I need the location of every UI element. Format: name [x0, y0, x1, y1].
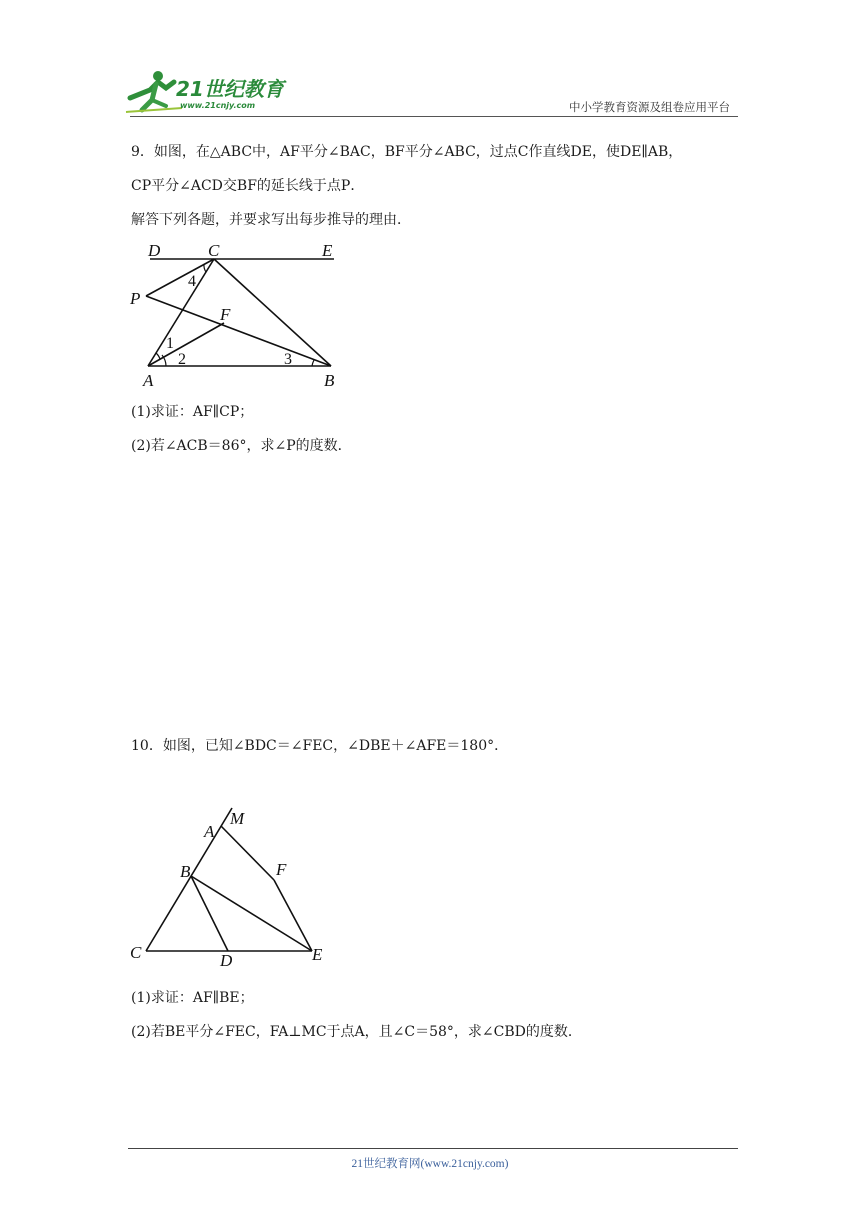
q9-instruction: 解答下列各题，并要求写出每步推导的理由．	[131, 212, 411, 228]
q9-line2: CP平分∠ACD交BF的延长线于点P．	[131, 178, 365, 194]
label-f: F	[276, 860, 287, 879]
angle-arc-4	[204, 264, 206, 272]
label-d: D	[148, 241, 161, 260]
angle-label-3: 3	[284, 351, 292, 368]
label-p: P	[130, 289, 141, 308]
segment-af	[221, 826, 274, 880]
label-b: B	[324, 371, 335, 390]
header-divider	[130, 116, 738, 117]
q10-part1: (1)求证：AF∥BE；	[131, 990, 254, 1006]
label-b: B	[180, 862, 191, 881]
label-a: A	[204, 822, 215, 841]
angle-label-1: 1	[166, 335, 174, 352]
angle-arc-1	[156, 353, 160, 359]
angle-arc-3	[312, 360, 314, 366]
q10-part2: (2)若BE平分∠FEC，FA⊥MC于点A，且∠C＝58°，求∠CBD的度数．	[131, 1024, 582, 1040]
site-logo	[122, 68, 292, 116]
segment-ac	[148, 259, 214, 366]
label-c: C	[130, 943, 142, 962]
q9-figure	[126, 236, 356, 392]
label-f: F	[220, 305, 231, 324]
label-a: A	[143, 371, 154, 390]
footer-divider	[128, 1148, 738, 1149]
footer-link[interactable]: 21世纪教育网(www.21cnjy.com)	[351, 1158, 509, 1170]
platform-title: 中小学教育资源及组卷应用平台	[569, 100, 730, 114]
label-c: C	[208, 241, 220, 260]
segment-af	[148, 323, 224, 366]
label-m: M	[230, 809, 245, 828]
segment-fe	[274, 880, 312, 951]
logo-url: www.21cnjy.com	[180, 101, 256, 110]
angle-label-2: 2	[178, 351, 186, 368]
q10-line1: 10．如图，已知∠BDC＝∠FEC，∠DBE＋∠AFE＝180°．	[131, 738, 509, 754]
label-d: D	[220, 951, 233, 970]
q9-line1: 9．如图，在△ABC中，AF平分∠BAC，BF平分∠ABC，过点C作直线DE，使DE∥AB，	[131, 144, 683, 160]
q10-figure	[126, 806, 336, 970]
segment-pb	[146, 296, 331, 366]
label-e: E	[322, 241, 333, 260]
q9-part1: (1)求证：AF∥CP；	[131, 404, 254, 420]
q9-part2: (2)若∠ACB＝86°，求∠P的度数．	[131, 438, 352, 454]
segment-bc	[214, 259, 331, 366]
angle-label-4: 4	[188, 273, 196, 290]
runner-icon	[126, 71, 182, 112]
logo-text: 21世纪教育	[176, 77, 284, 101]
label-e: E	[312, 945, 323, 964]
